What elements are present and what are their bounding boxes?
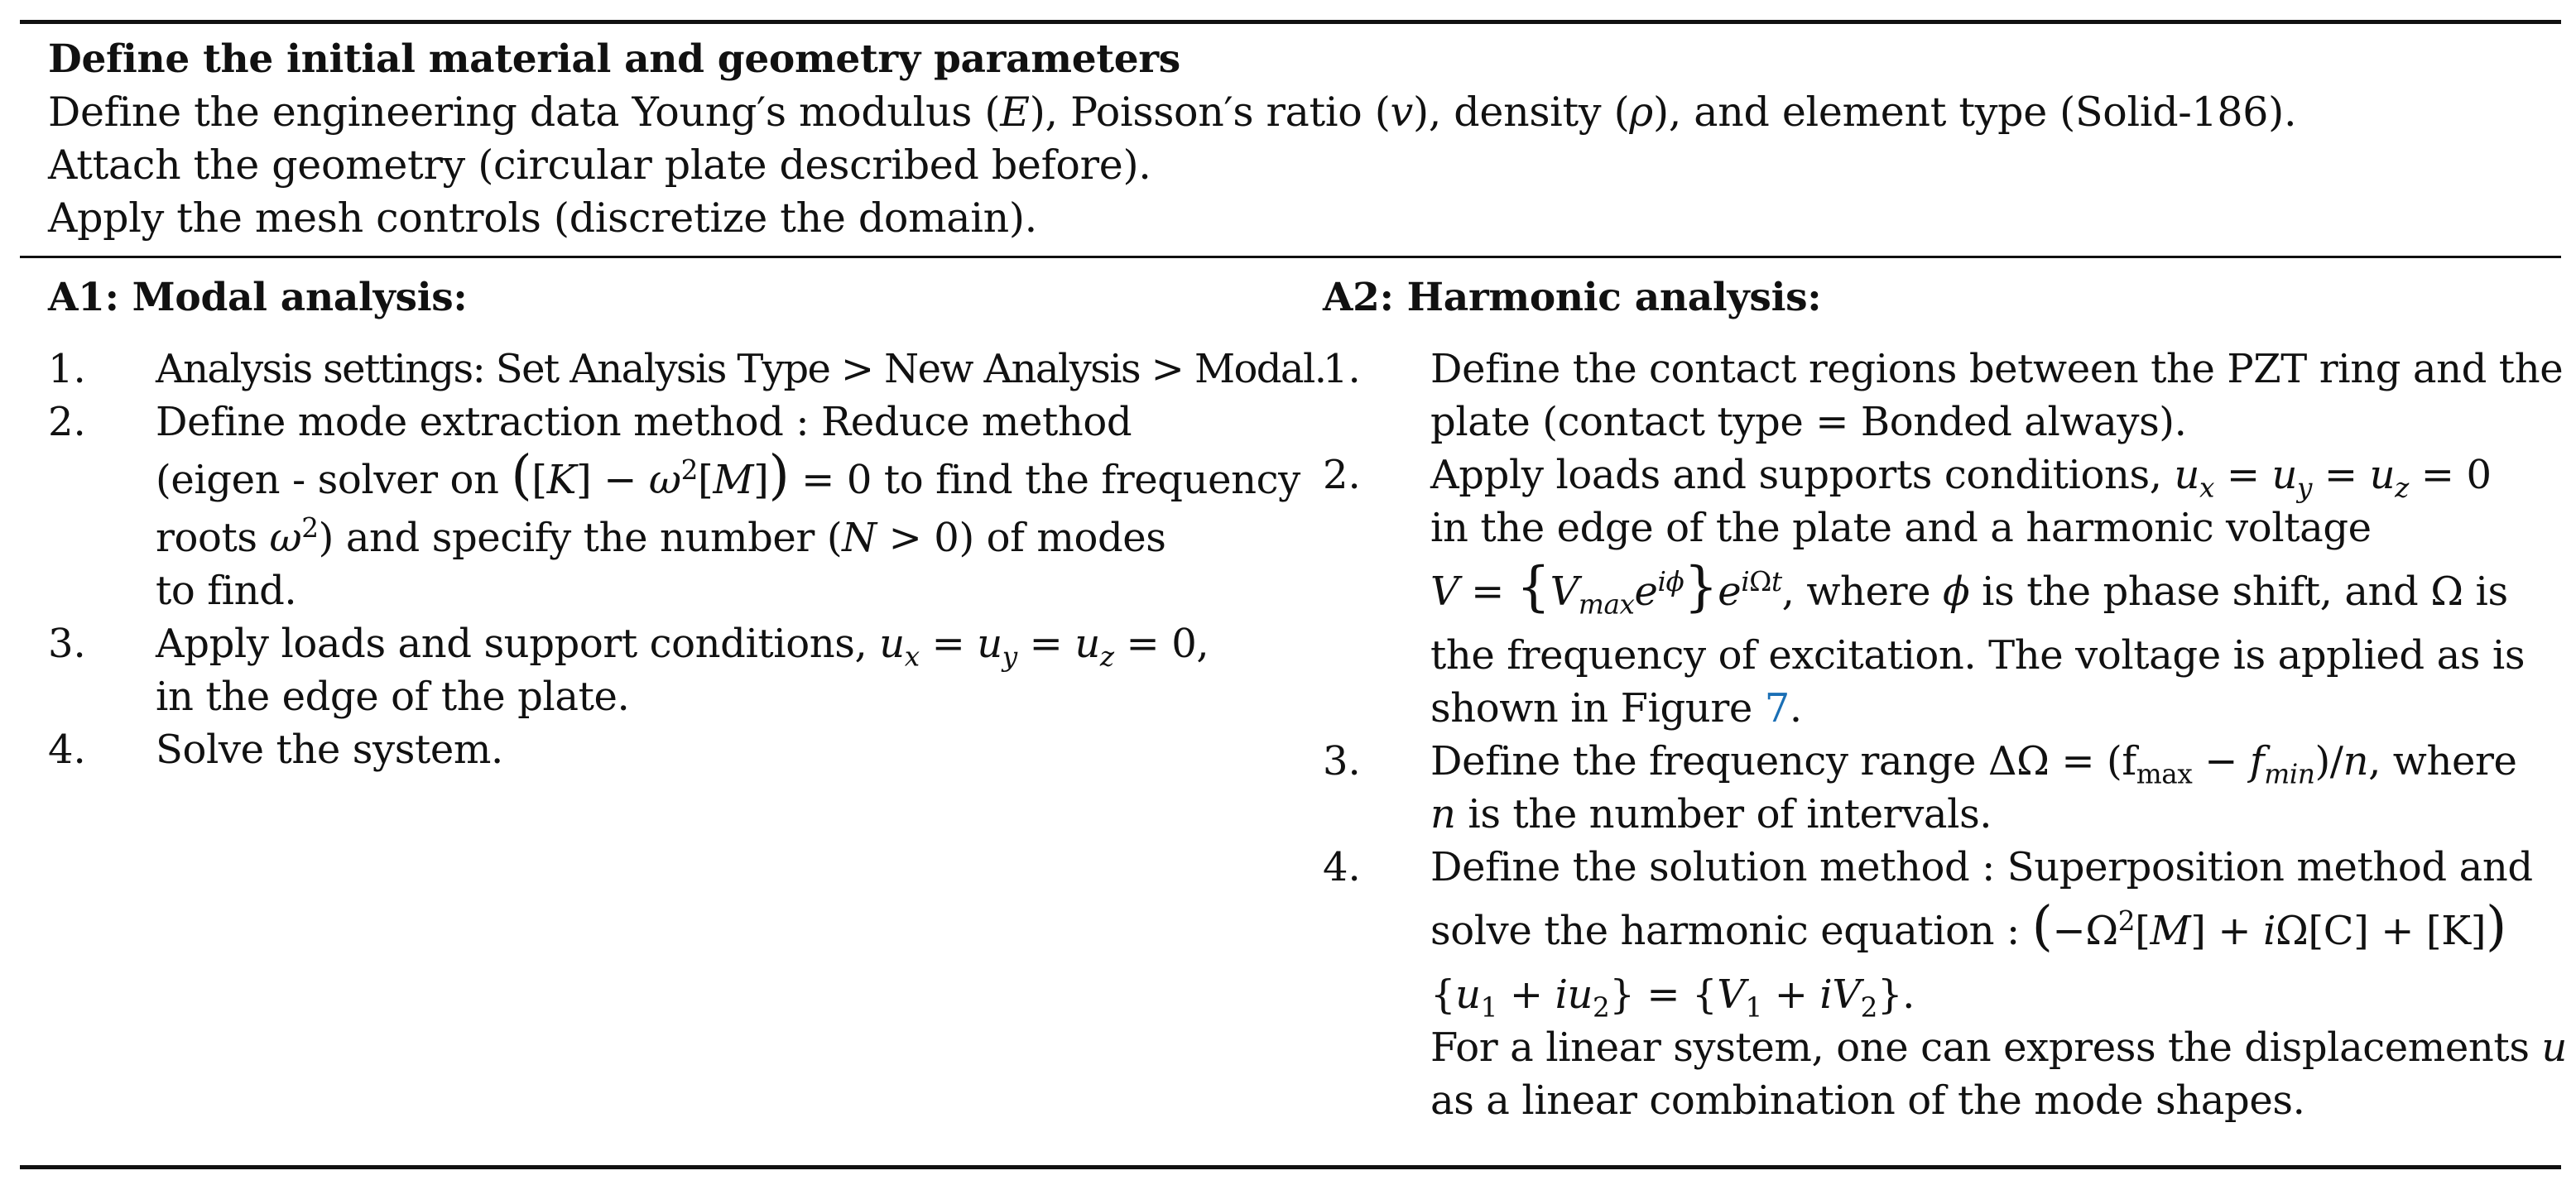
item-text-math: Apply loads and support conditions, $u_x = u_y = u_z = 0$, <box>156 621 1209 673</box>
figure-link[interactable]: 7 <box>1764 685 1790 732</box>
item-text: as a linear combination of the mode shapes. <box>1430 1077 2305 1124</box>
list-item <box>48 343 1326 396</box>
item-number: 2. <box>1323 452 1361 498</box>
modal-analysis-heading: A1: Modal analysis: <box>48 275 468 320</box>
item-text-math: Apply loads and supports conditions, $u_x = u_y = u_z = 0$ <box>1430 452 2492 504</box>
header-title: Define the initial material and geometry parameters <box>48 36 1180 82</box>
item-number: 1. <box>1323 346 1361 392</box>
item-text: plate (contact type = Bonded always). <box>1430 399 2187 445</box>
item-text-math: n is the number of intervals. <box>1430 791 1992 837</box>
item-text: to find. <box>156 568 297 614</box>
item-text: Solve the system. <box>156 727 503 773</box>
item-number: 4. <box>1323 844 1361 890</box>
modal-analysis-column <box>48 271 1326 776</box>
list-item <box>1323 735 2564 841</box>
item-text: Define the contact regions between the PZT ring and the <box>1430 346 2564 392</box>
item-text: in the edge of the plate and a harmonic voltage <box>1430 505 2372 551</box>
item-text: in the edge of the plate. <box>156 674 630 720</box>
item-number: 3. <box>48 621 86 667</box>
item-text-math: $V = \{V_{max}e^{i\phi}\}e^{i\Omega t}$, where ϕ is the phase shift, and Ω is <box>1430 556 2508 621</box>
item-text-math: (eigen - solver on $([K] - \omega^2[M]) = 0$ to find the frequency <box>156 444 1300 506</box>
item-number: 4. <box>48 727 86 773</box>
top-rule <box>20 20 2561 24</box>
list-item <box>48 723 1281 776</box>
item-number: 2. <box>48 399 86 445</box>
header-line-3: Apply the mesh controls (discretize the domain). <box>48 194 1037 242</box>
middle-rule <box>20 256 2561 258</box>
item-text: Define mode extraction method : Reduce method <box>156 399 1132 445</box>
table-header <box>48 33 2531 245</box>
list-item <box>1323 841 2567 1127</box>
bottom-rule <box>20 1165 2561 1169</box>
item-text-math: For a linear system, one can express the displacements u <box>1430 1024 2567 1071</box>
item-text-math: Define the frequency range $\Delta\Omega = (f_{max} - f_{min})/n$, where <box>1430 738 2517 790</box>
harmonic-analysis-heading: A2: Harmonic analysis: <box>1323 275 1822 320</box>
item-text: Define the solution method : Superposition method and <box>1430 844 2533 890</box>
list-item <box>1323 449 2564 735</box>
list-item <box>48 617 1281 723</box>
header-line-1: Define the engineering data Young′s modulus (E), Poisson′s ratio (v), density (ρ), and element type (Solid-186). <box>48 89 2297 136</box>
item-text: shown in Figure 7. <box>1430 685 1802 732</box>
item-text-math: solve the harmonic equation : $(-\Omega^2[M] + i\Omega[C] + [K])$ <box>1430 895 2506 957</box>
list-item <box>48 396 1300 617</box>
item-text: Analysis settings: Set Analysis Type > New Analysis > Modal. <box>156 346 1326 392</box>
header-line-2: Attach the geometry (circular plate described before). <box>48 142 1151 189</box>
item-text: the frequency of excitation. The voltage is applied as is <box>1430 632 2526 679</box>
item-number: 1. <box>48 346 86 392</box>
list-item <box>1323 343 2564 449</box>
item-text-math: $\{u_1 + iu_2\} = \{V_1 + iV_2\}$. <box>1430 972 1915 1024</box>
harmonic-analysis-column <box>1323 271 2567 1127</box>
item-text-math: roots $\omega^2$) and specify the number (N > 0) of modes <box>156 512 1166 561</box>
item-number: 3. <box>1323 738 1361 784</box>
